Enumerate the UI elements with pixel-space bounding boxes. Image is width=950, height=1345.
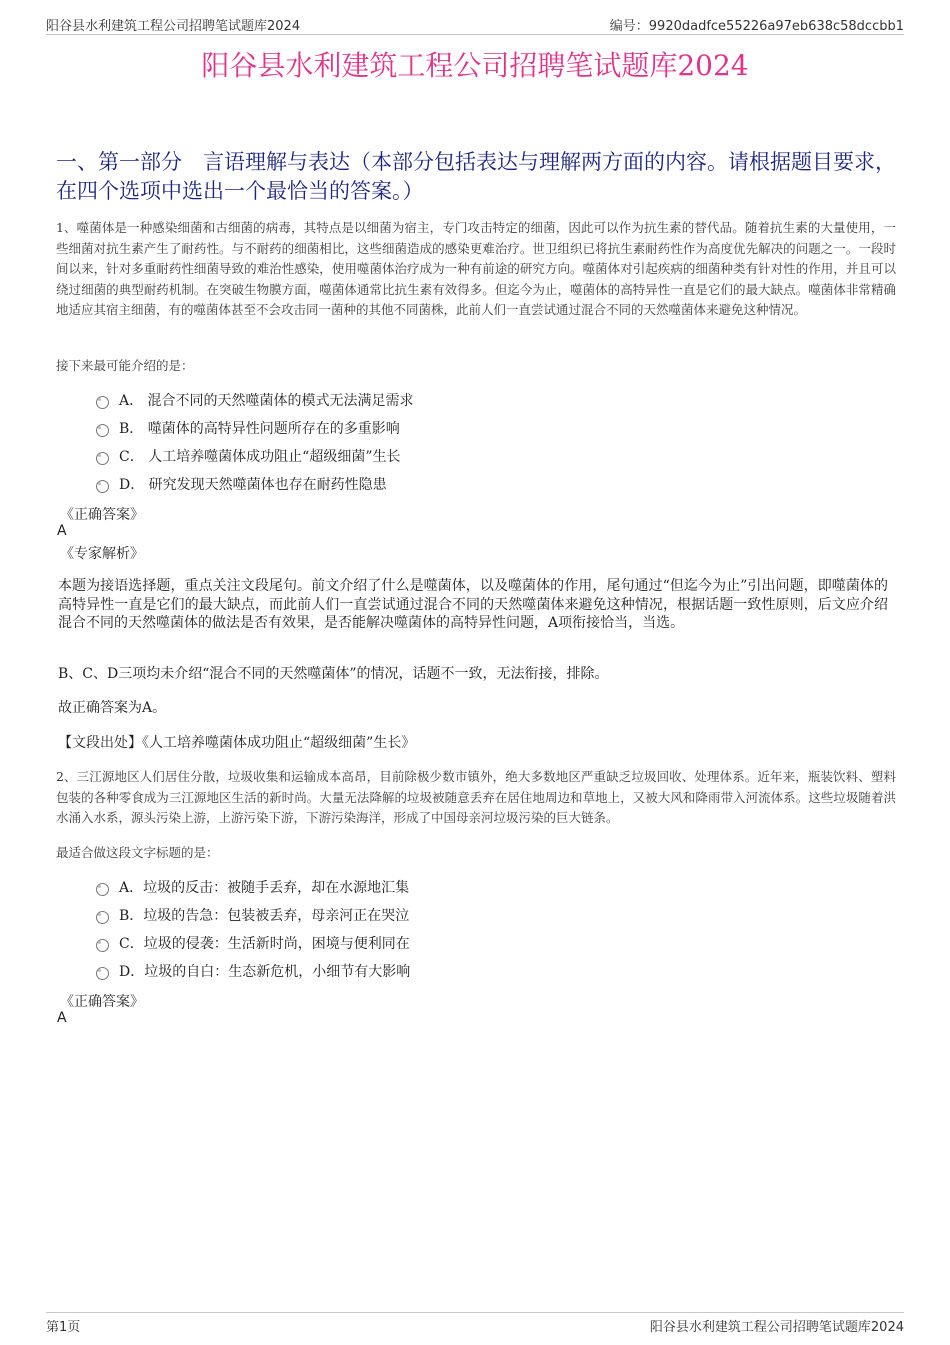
q1-option-d[interactable] xyxy=(96,474,387,494)
q1-answer: A xyxy=(57,523,67,539)
q1-option-c-label: C． 人工培养噬菌体成功阻止“超级细菌”生长 xyxy=(119,449,401,465)
section-heading: 一、第一部分 言语理解与表达（本部分包括表达与理解两方面的内容。请根据题目要求，在四个选项中选出一个最恰当的答案。） xyxy=(56,150,896,203)
q2-prompt: 最适合做这段文字标题的是： xyxy=(56,845,219,860)
radio-icon[interactable] xyxy=(96,452,109,465)
q1-source: 【文段出处】《人工培养噬菌体成功阻止“超级细菌”生长》 xyxy=(58,735,416,751)
q1-option-b-label: B． 噬菌体的高特异性问题所存在的多重影响 xyxy=(119,421,400,437)
q1-passage: 1、噬菌体是一种感染细菌和古细菌的病毒，其特点是以细菌为宿主，专门攻击特定的细菌，因此可以作为抗生素的替代品。随着抗生素的大量使用，一些细菌对抗生素产生了耐药性。与不耐药的细菌相比，这些细菌造成的感染更难治疗。世卫组织已将抗生素耐药性作为高度优先解决的问题之一。一段时间以来，针对多重耐药性细菌导致的难治性感染，使用噬菌体治疗成为一种有前途的研究方向。噬菌体对引起疾病的细菌种类有针对性的作用，并且可以绕过细菌的典型耐药机制。在突破生物膜方面，噬菌体通常比抗生素有效得多。但迄今为止，噬菌体的高特异性一直是它们的最大缺点。噬菌体非常精确地适应其宿主细菌，有的噬菌体甚至不会攻击同一菌种的其他不同菌株，此前人们一直尝试通过混合不同的天然噬菌体来避免这种情况。 xyxy=(56,220,896,317)
radio-icon[interactable] xyxy=(96,883,109,896)
q1-analysis-3: 故正确答案为A。 xyxy=(58,700,167,716)
q2-answer-label: 《正确答案》 xyxy=(60,994,144,1010)
q1-option-d-label: D． 研究发现天然噬菌体也存在耐药性隐患 xyxy=(119,477,387,493)
footer-page-number: 第1页 xyxy=(46,1320,81,1335)
q1-analysis-1: 本题为接语选择题，重点关注文段尾句。前文介绍了什么是噬菌体，以及噬菌体的作用，尾句通过“但迄今为止”引出问题，即噬菌体的高特异性一直是它们的最大缺点，而此前人们一直尝试通过混合不同的天然噬菌体来避免这种情况，根据话题一致性原则，后文应介绍混合不同的天然噬菌体的做法是否有效果，是否能解决噬菌体的高特异性问题，A项衔接恰当，当选。 xyxy=(58,578,888,631)
q2-passage: 2、三江源地区人们居住分散，垃圾收集和运输成本高昂，目前除极少数市镇外，绝大多数地区严重缺乏垃圾回收、处理体系。近年来，瓶装饮料、塑料包装的各种零食成为三江源地区生活的新时尚。大量无法降解的垃圾被随意丢弃在居住地周边和草地上，又被大风和降雨带入河流体系。这些垃圾随着洪水涌入水系，源头污染上游，上游污染下游，下游污染海洋，形成了中国母亲河垃圾污染的巨大链条。 xyxy=(56,769,896,825)
header-doc-title: 阳谷县水利建筑工程公司招聘笔试题库2024 xyxy=(46,19,301,34)
q1-prompt: 接下来最可能介绍的是： xyxy=(56,358,194,373)
q1-answer-label: 《正确答案》 xyxy=(60,507,144,523)
q2-option-d[interactable] xyxy=(96,961,410,981)
radio-icon[interactable] xyxy=(96,939,109,952)
header-doc-id: 编号：9920dadfce55226a97eb638c58dccbb1 xyxy=(609,19,904,34)
q1-analysis-label: 《专家解析》 xyxy=(60,546,144,562)
radio-icon[interactable] xyxy=(96,967,109,980)
page-footer xyxy=(46,1312,904,1335)
q2-option-c-label: C．垃圾的侵袭：生活新时尚，困境与便利同在 xyxy=(119,936,410,952)
q1-option-a-label: A． 混合不同的天然噬菌体的模式无法满足需求 xyxy=(119,393,414,409)
radio-icon[interactable] xyxy=(96,424,109,437)
q2-answer: A xyxy=(57,1010,67,1026)
radio-icon[interactable] xyxy=(96,480,109,493)
radio-icon[interactable] xyxy=(96,911,109,924)
q1-option-a[interactable] xyxy=(96,390,414,410)
q2-option-b[interactable] xyxy=(96,905,409,925)
q2-option-d-label: D．垃圾的自白：生态新危机，小细节有大影响 xyxy=(119,964,411,980)
q2-option-a-label: A．垃圾的反击：被随手丢弃，却在水源地汇集 xyxy=(119,880,410,896)
page-header xyxy=(46,12,904,35)
q1-option-c[interactable] xyxy=(96,446,400,466)
q1-analysis-2: B、C、D三项均未介绍“混合不同的天然噬菌体”的情况，话题不一致，无法衔接，排除。 xyxy=(58,666,609,682)
q2-option-c[interactable] xyxy=(96,933,410,953)
q2-option-b-label: B．垃圾的告急：包装被丢弃，母亲河正在哭泣 xyxy=(119,908,410,924)
q1-option-b[interactable] xyxy=(96,418,400,438)
document-title: 阳谷县水利建筑工程公司招聘笔试题库2024 xyxy=(201,49,749,82)
radio-icon[interactable] xyxy=(96,396,109,409)
footer-doc-title: 阳谷县水利建筑工程公司招聘笔试题库2024 xyxy=(649,1320,904,1335)
q2-option-a[interactable] xyxy=(96,877,409,897)
